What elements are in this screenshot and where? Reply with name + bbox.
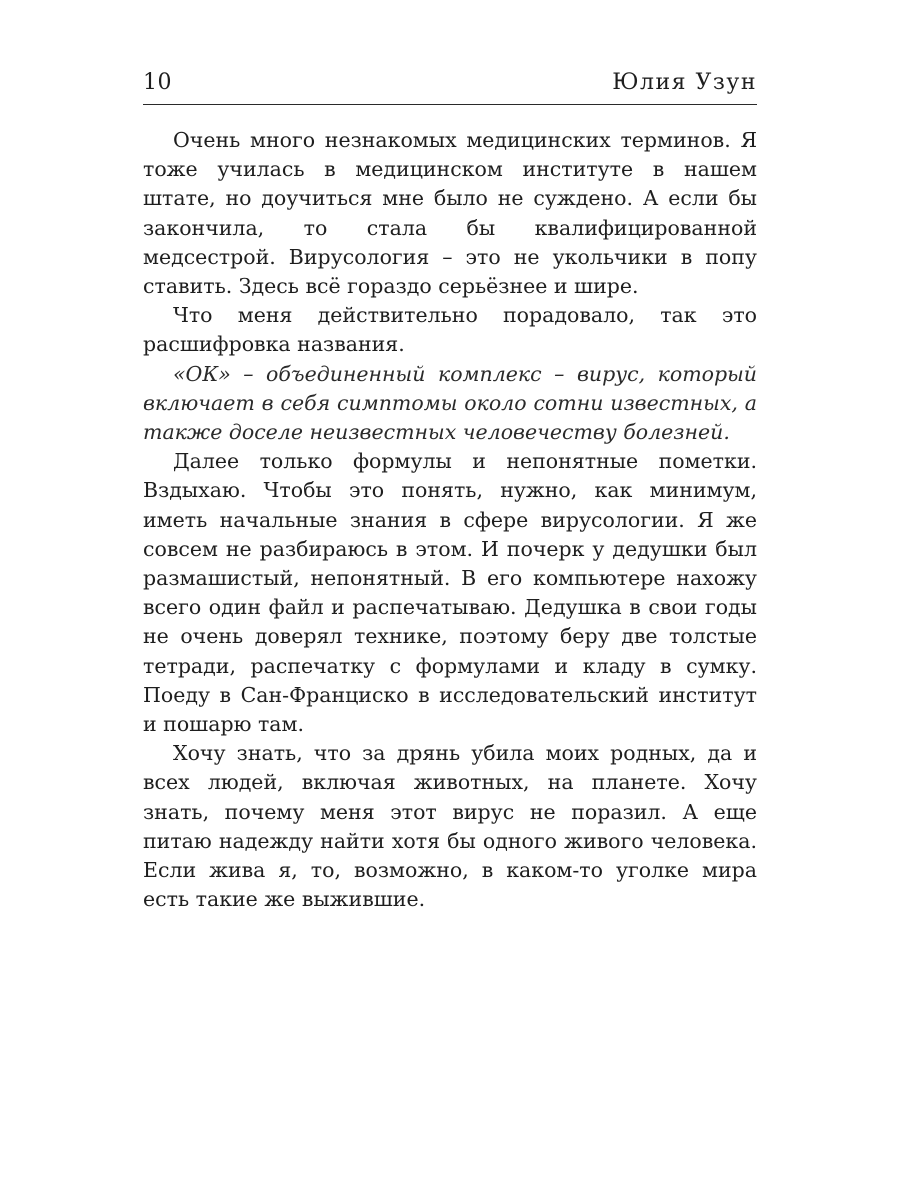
running-head-author: Юлия Узун <box>612 70 757 95</box>
paragraph: Далее только формулы и непонятные пометки. Вздыхаю. Чтобы это понять, нужно, как минимум, иметь начальные знания в сфере вирусологии. Я же совсем не разбираюсь в этом. И почерк у дедушки был размашистый, непонятный. В его компьютере нахожу всего один файл и распечатываю. Дедушка в свои годы не очень доверял технике, поэтому беру две толстые тетради, распечатку с формулами и кладу в сумку. Поеду в Сан-Франциско в исследовательский институт и пошарю там. <box>143 449 757 737</box>
italic-paragraph: «ОК» – объединенный комплекс – вирус, который включает в себя симптомы около сотни известных, а также доселе неизвестных человечеству болезней. <box>143 361 757 445</box>
page-number: 10 <box>143 70 172 95</box>
paragraph: Очень много незнакомых медицинских терминов. Я тоже училась в медицинском институте в нашем штате, но доучиться мне было не суждено. А если бы закончила, то стала бы квалифицированной медсестрой. Вирусология – это не укольчики в попу ставить. Здесь всё гораздо серьёзнее и шире. <box>143 128 757 299</box>
paragraph: Хочу знать, что за дрянь убила моих родных, да и всех людей, включая животных, на планете. Хочу знать, почему меня этот вирус не поразил. А еще питаю надежду найти хотя бы одного живого человека. Если жива я, то, возможно, в каком-то уголке мира есть такие же выжившие. <box>143 741 757 912</box>
header-rule <box>143 104 757 105</box>
running-head <box>143 66 757 102</box>
paragraph: Что меня действительно порадовало, так это расшифровка названия. <box>143 303 757 357</box>
body-text <box>143 126 757 914</box>
